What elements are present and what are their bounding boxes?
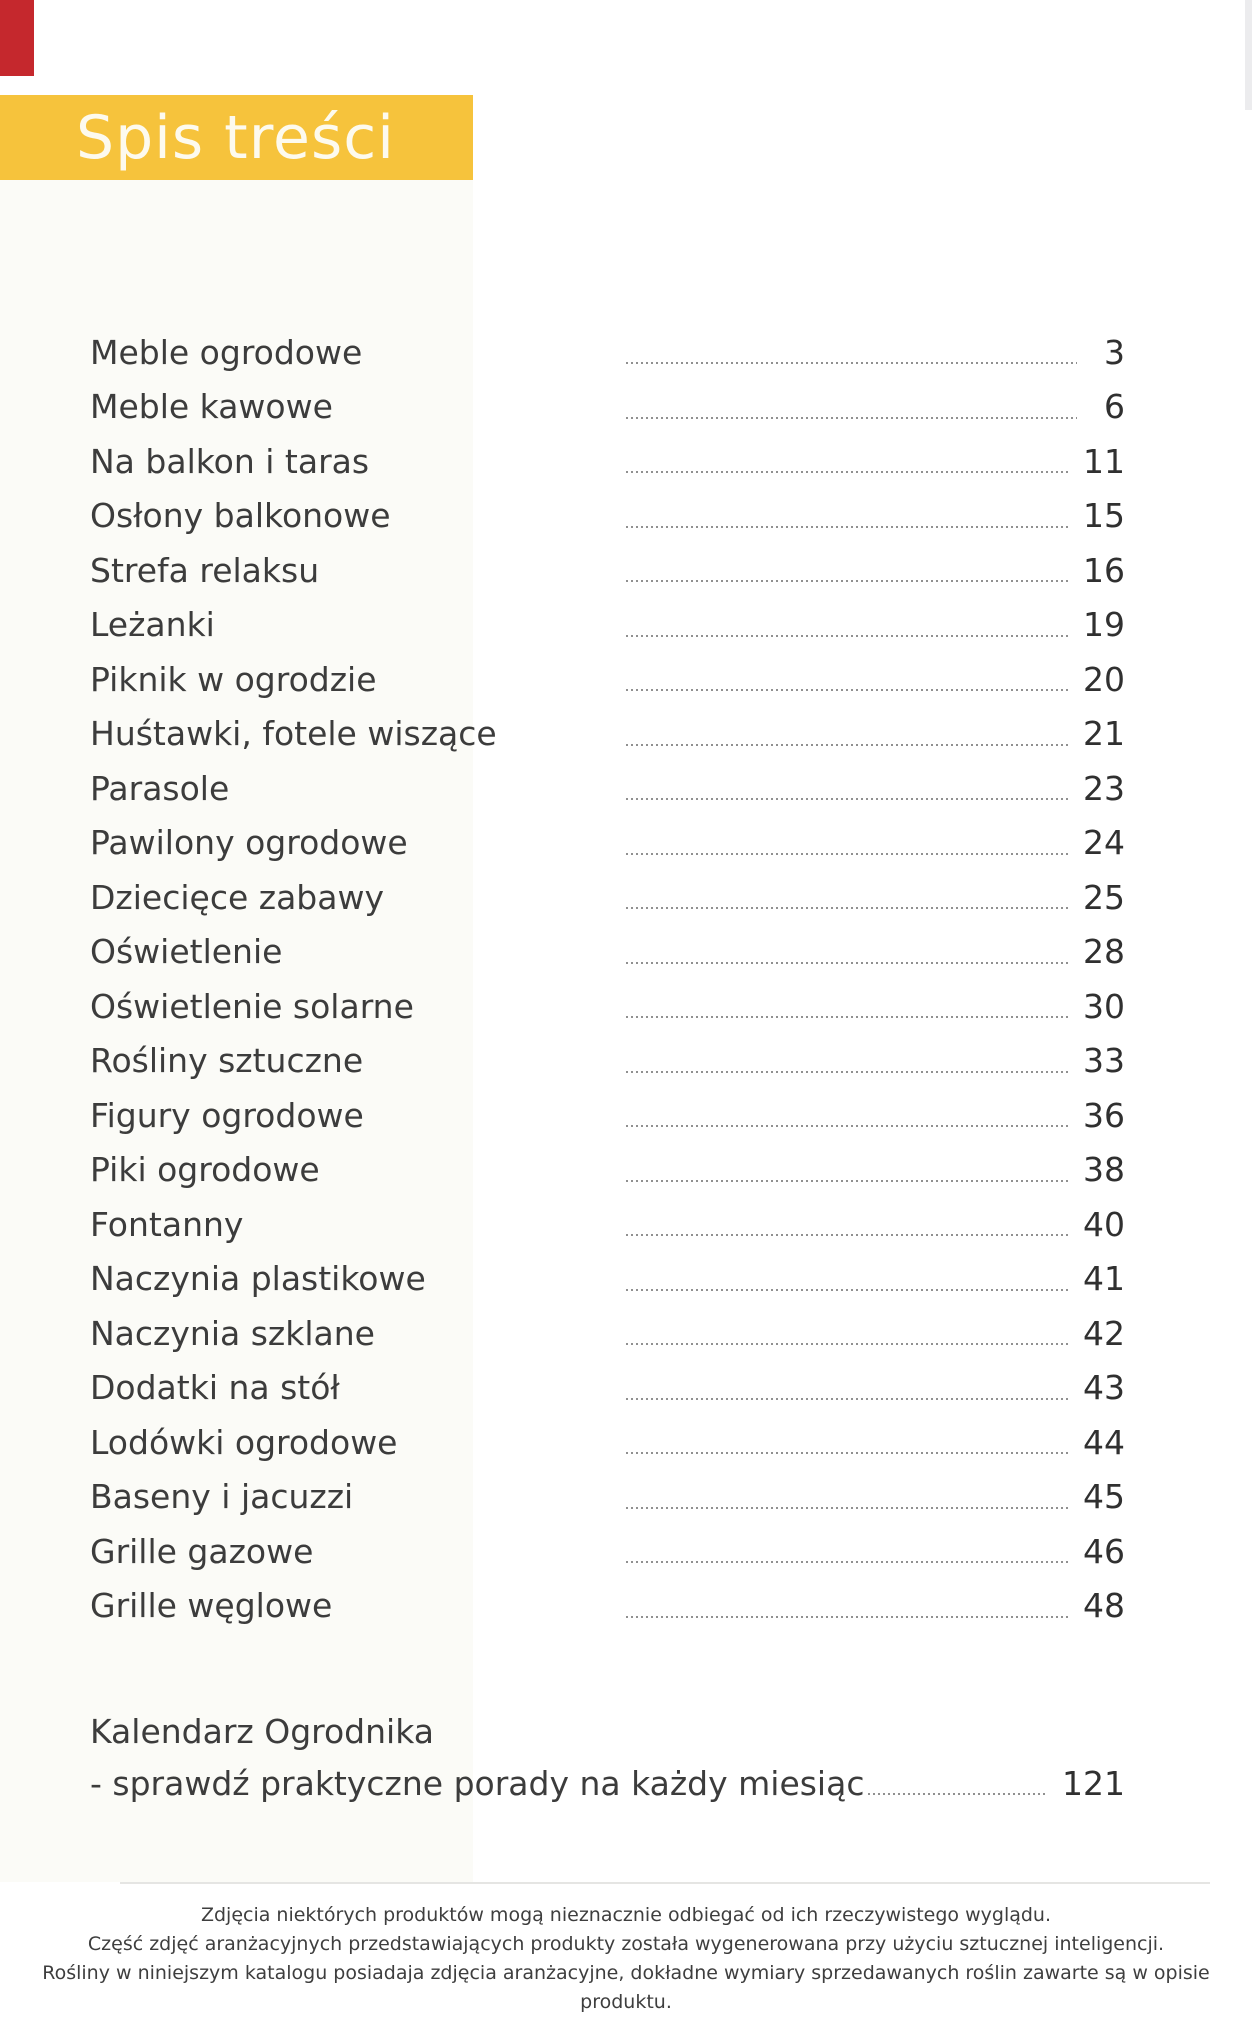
- toc-item-label: Grille gazowe: [90, 1531, 314, 1571]
- toc-page-number: 36: [1083, 1095, 1125, 1135]
- toc-leader-dots: [626, 1180, 1069, 1182]
- toc-leader-dots: [626, 1616, 1069, 1618]
- toc-leader-dots: [626, 580, 1069, 582]
- toc-item-label: Lodówki ogrodowe: [90, 1422, 398, 1462]
- toc-row[interactable]: [90, 489, 1125, 544]
- toc-page-number: 30: [1083, 986, 1125, 1026]
- toc-leader-dots: [626, 1561, 1069, 1563]
- toc-page-number: 46: [1083, 1531, 1125, 1571]
- toc-page-number: 11: [1083, 441, 1125, 481]
- toc-page-number: 6: [1104, 387, 1125, 427]
- toc-leader-dots: [626, 362, 1077, 364]
- toc-item-label: Meble kawowe: [90, 387, 333, 427]
- toc-leader-dots: [626, 471, 1069, 473]
- toc-item-label: Leżanki: [90, 605, 215, 645]
- page-title: Spis treści: [76, 102, 395, 173]
- toc-item-label: Dodatki na stół: [90, 1368, 340, 1408]
- toc-row[interactable]: [90, 1579, 1125, 1634]
- toc-page-number: 3: [1104, 332, 1125, 372]
- toc-leader-dots: [626, 635, 1069, 637]
- toc-leader-dots: [626, 1343, 1069, 1345]
- red-bookmark-tab: [0, 0, 34, 76]
- toc-leader-dots: [626, 1016, 1069, 1018]
- toc-item-label: Piknik w ogrodzie: [90, 659, 377, 699]
- toc-page-number: 16: [1083, 550, 1125, 590]
- toc-leader-dots: [626, 1071, 1069, 1073]
- toc-item-label: Piki ogrodowe: [90, 1150, 320, 1190]
- toc-row[interactable]: [90, 543, 1125, 598]
- toc-page-number: 33: [1083, 1041, 1125, 1081]
- toc-leader-dots: [626, 853, 1069, 855]
- toc-page-number: 23: [1083, 768, 1125, 808]
- footer-line: Rośliny w niniejszym katalogu posiadaja zdjęcia aranżacyjne, dokładne wymiary sprzedawanych roślin zawarte są w opisie produktu.: [42, 1962, 1210, 2013]
- toc-item-label: Rośliny sztuczne: [90, 1041, 364, 1081]
- toc-item-label: Naczynia szklane: [90, 1313, 375, 1353]
- footer-line: Część zdjęć aranżacyjnych przedstawiających produkty została wygenerowana przy użyciu sztucznej inteligencji.: [87, 1933, 1165, 1955]
- toc-page-number: 42: [1083, 1313, 1125, 1353]
- toc-page-number: 24: [1083, 823, 1125, 863]
- toc-row[interactable]: [90, 598, 1125, 653]
- footer-line: Zdjęcia niektórych produktów mogą nieznacznie odbiegać od ich rzeczywistego wyglądu.: [200, 1904, 1052, 1926]
- page-edge-shadow: [1245, 0, 1252, 110]
- toc-leader-dots: [626, 417, 1077, 419]
- toc-item-label: Pawilony ogrodowe: [90, 823, 408, 863]
- footer-divider: [120, 1882, 1210, 1884]
- toc-row[interactable]: [90, 652, 1125, 707]
- toc-row[interactable]: [90, 325, 1125, 380]
- toc-row[interactable]: [90, 1524, 1125, 1579]
- toc-row[interactable]: [90, 707, 1125, 762]
- toc-row[interactable]: [90, 1306, 1125, 1361]
- toc-row[interactable]: [90, 1252, 1125, 1307]
- toc-row[interactable]: [90, 1415, 1125, 1470]
- calendar-subtitle: - sprawdź praktyczne porady na każdy miesiąc: [90, 1763, 865, 1803]
- toc-leader-dots: [626, 526, 1069, 528]
- toc-page-number: 44: [1083, 1422, 1125, 1462]
- toc-row[interactable]: [90, 1034, 1125, 1089]
- toc-row[interactable]: [90, 1088, 1125, 1143]
- toc-row[interactable]: [90, 816, 1125, 871]
- toc-leader-dots: [868, 1793, 1048, 1795]
- toc-leader-dots: [626, 1125, 1069, 1127]
- toc-page-number: 41: [1083, 1259, 1125, 1299]
- toc-page-number: 45: [1083, 1477, 1125, 1517]
- toc-item-label: Baseny i jacuzzi: [90, 1477, 354, 1517]
- toc-leader-dots: [626, 1507, 1069, 1509]
- toc-page-number: 40: [1083, 1204, 1125, 1244]
- toc-leader-dots: [626, 798, 1069, 800]
- toc-item-label: Huśtawki, fotele wiszące: [90, 714, 497, 754]
- toc-leader-dots: [626, 689, 1069, 691]
- toc-item-label: Oświetlenie solarne: [90, 986, 414, 1026]
- toc-page-number: 43: [1083, 1368, 1125, 1408]
- toc-row[interactable]: [90, 1757, 1125, 1809]
- calendar-section: [90, 1705, 1125, 1809]
- toc-row[interactable]: [90, 1470, 1125, 1525]
- toc-item-label: Na balkon i taras: [90, 441, 370, 481]
- toc-row[interactable]: [90, 380, 1125, 435]
- toc-leader-dots: [626, 1289, 1069, 1291]
- toc-row[interactable]: [90, 1361, 1125, 1416]
- toc-item-label: Dziecięce zabawy: [90, 877, 384, 917]
- toc-row[interactable]: [90, 434, 1125, 489]
- toc-page-number: 38: [1083, 1150, 1125, 1190]
- toc-row[interactable]: [90, 1143, 1125, 1198]
- toc-item-label: Osłony balkonowe: [90, 496, 391, 536]
- toc-page-number: 21: [1083, 714, 1125, 754]
- toc-row[interactable]: [90, 870, 1125, 925]
- toc-item-label: Fontanny: [90, 1204, 244, 1244]
- toc-row[interactable]: [90, 761, 1125, 816]
- toc-leader-dots: [626, 1398, 1069, 1400]
- toc-leader-dots: [626, 907, 1069, 909]
- toc-page-number: 20: [1083, 659, 1125, 699]
- calendar-title: Kalendarz Ogrodnika: [90, 1711, 434, 1751]
- toc-row[interactable]: [90, 979, 1125, 1034]
- toc-leader-dots: [626, 744, 1069, 746]
- toc-leader-dots: [626, 1234, 1069, 1236]
- table-of-contents: [90, 325, 1125, 1633]
- toc-item-label: Meble ogrodowe: [90, 332, 363, 372]
- toc-page-number: 28: [1083, 932, 1125, 972]
- toc-item-label: Grille węglowe: [90, 1586, 333, 1626]
- toc-page-number: 19: [1083, 605, 1125, 645]
- toc-item-label: Parasole: [90, 768, 230, 808]
- toc-row[interactable]: [90, 1197, 1125, 1252]
- toc-item-label: Oświetlenie: [90, 932, 283, 972]
- toc-page-number: 48: [1083, 1586, 1125, 1626]
- title-banner: [0, 95, 473, 180]
- toc-page-number: 15: [1083, 496, 1125, 536]
- toc-item-label: Strefa relaksu: [90, 550, 320, 590]
- toc-item-label: Naczynia plastikowe: [90, 1259, 426, 1299]
- toc-item-label: Figury ogrodowe: [90, 1095, 364, 1135]
- toc-row[interactable]: [90, 925, 1125, 980]
- toc-leader-dots: [626, 962, 1069, 964]
- toc-leader-dots: [626, 1452, 1069, 1454]
- toc-page-number: 121: [1062, 1763, 1125, 1803]
- toc-page-number: 25: [1083, 877, 1125, 917]
